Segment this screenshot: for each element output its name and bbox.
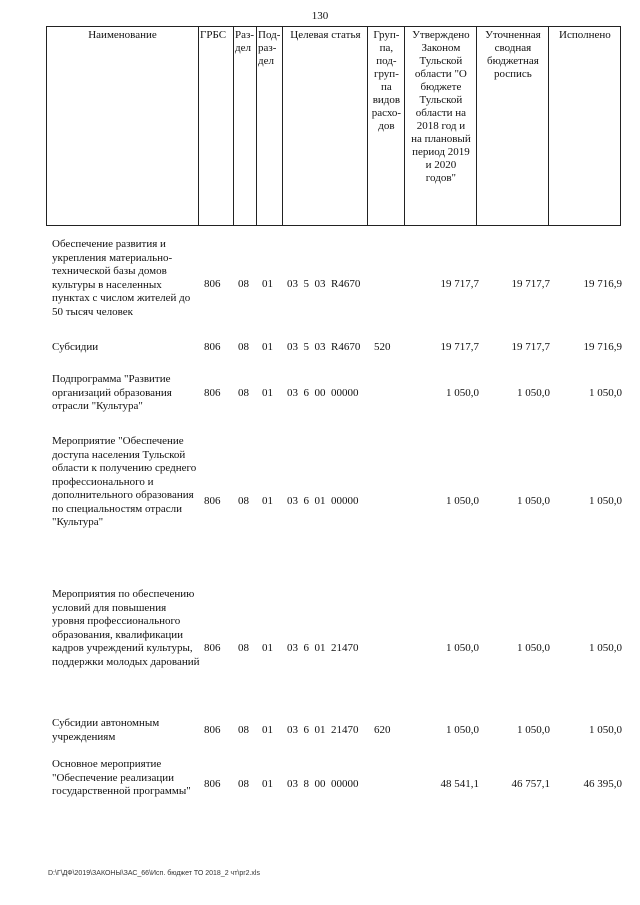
row-grbs: 806 <box>204 341 221 353</box>
header-approved: Утверждено Законом Тульской области "О бюджете Тульской области на 2018 год и на плановый период 2019 и 2020 годов" <box>405 27 477 226</box>
header-refined: Уточненная сводная бюджетная роспись <box>477 27 549 226</box>
header-podrazdel: Под- раз- дел <box>257 27 283 226</box>
row-podrazdel: 01 <box>262 278 273 290</box>
row-razdel: 08 <box>238 341 249 353</box>
row-target: 03 8 00 00000 <box>287 778 359 790</box>
row-grbs: 806 <box>204 724 221 736</box>
row-refined: 1 050,0 <box>517 495 550 507</box>
row-grbs: 806 <box>204 642 221 654</box>
header-name: Наименование <box>47 27 199 226</box>
header-target: Целевая статья <box>283 27 368 226</box>
row-name: Субсидии <box>52 341 99 353</box>
row-approved: 19 717,7 <box>440 278 479 290</box>
row-target: 03 6 01 00000 <box>287 495 359 507</box>
row-refined: 19 717,7 <box>511 341 550 353</box>
row-grbs: 806 <box>204 495 221 507</box>
row-refined: 46 757,1 <box>511 778 550 790</box>
row-name: Обеспечение развития и укрепления материально-технической базы домов культуры в населенных пунктах с числом жителей до 50 тысяч человек <box>52 238 191 318</box>
row-target: 03 6 01 21470 <box>287 642 359 654</box>
row-executed: 19 716,9 <box>583 341 622 353</box>
row-vid: 520 <box>374 341 391 353</box>
row-podrazdel: 01 <box>262 387 273 399</box>
row-approved: 1 050,0 <box>446 724 479 736</box>
row-approved: 19 717,7 <box>440 341 479 353</box>
row-target: 03 5 03 R4670 <box>287 341 361 353</box>
row-approved: 1 050,0 <box>446 642 479 654</box>
row-grbs: 806 <box>204 278 221 290</box>
row-executed: 19 716,9 <box>583 278 622 290</box>
row-name: Основное мероприятие "Обеспечение реализации государственной программы" <box>52 758 191 797</box>
row-razdel: 08 <box>238 724 249 736</box>
row-executed: 46 395,0 <box>583 778 622 790</box>
header-executed: Исполнено <box>549 27 621 226</box>
header-grbs: ГРБС <box>199 27 234 226</box>
row-vid: 620 <box>374 724 391 736</box>
row-razdel: 08 <box>238 642 249 654</box>
row-target: 03 6 01 21470 <box>287 724 359 736</box>
row-approved: 48 541,1 <box>440 778 479 790</box>
page-number: 130 <box>311 10 329 22</box>
row-name: Мероприятия по обеспечению условий для повышения уровня профессионального образования, квалификации кадров учреждений культуры, поддержки молодых дарований <box>52 588 200 668</box>
row-refined: 1 050,0 <box>517 642 550 654</box>
row-name: Мероприятие "Обеспечение доступа населения Тульской области к получению среднего профессионального и дополнительного образования по специальностям отрасли "Культура" <box>52 435 197 528</box>
row-podrazdel: 01 <box>262 495 273 507</box>
row-podrazdel: 01 <box>262 778 273 790</box>
row-razdel: 08 <box>238 778 249 790</box>
row-executed: 1 050,0 <box>589 387 622 399</box>
row-name: Субсидии автономным учреждениям <box>52 717 160 743</box>
row-executed: 1 050,0 <box>589 495 622 507</box>
row-podrazdel: 01 <box>262 724 273 736</box>
column-header-table <box>46 26 621 226</box>
row-razdel: 08 <box>238 495 249 507</box>
row-refined: 1 050,0 <box>517 724 550 736</box>
row-approved: 1 050,0 <box>446 495 479 507</box>
row-refined: 19 717,7 <box>511 278 550 290</box>
row-podrazdel: 01 <box>262 642 273 654</box>
row-target: 03 6 00 00000 <box>287 387 359 399</box>
row-executed: 1 050,0 <box>589 724 622 736</box>
row-razdel: 08 <box>238 278 249 290</box>
row-grbs: 806 <box>204 778 221 790</box>
row-refined: 1 050,0 <box>517 387 550 399</box>
row-razdel: 08 <box>238 387 249 399</box>
header-group: Груп- па, под- груп- па видов расхо- дов <box>368 27 405 226</box>
row-approved: 1 050,0 <box>446 387 479 399</box>
header-razdel: Раз- дел <box>234 27 257 226</box>
file-path-footer: D:\Г\ДФ\2019\ЗАКОНЫ\ЗАС_66\Исп. бюджет ТО 2018_2 чт\pr2.xls <box>48 870 260 877</box>
row-executed: 1 050,0 <box>589 642 622 654</box>
row-grbs: 806 <box>204 387 221 399</box>
row-name: Подпрограмма "Развитие организаций образования отрасли "Культура" <box>52 373 172 412</box>
row-target: 03 5 03 R4670 <box>287 278 361 290</box>
row-podrazdel: 01 <box>262 341 273 353</box>
